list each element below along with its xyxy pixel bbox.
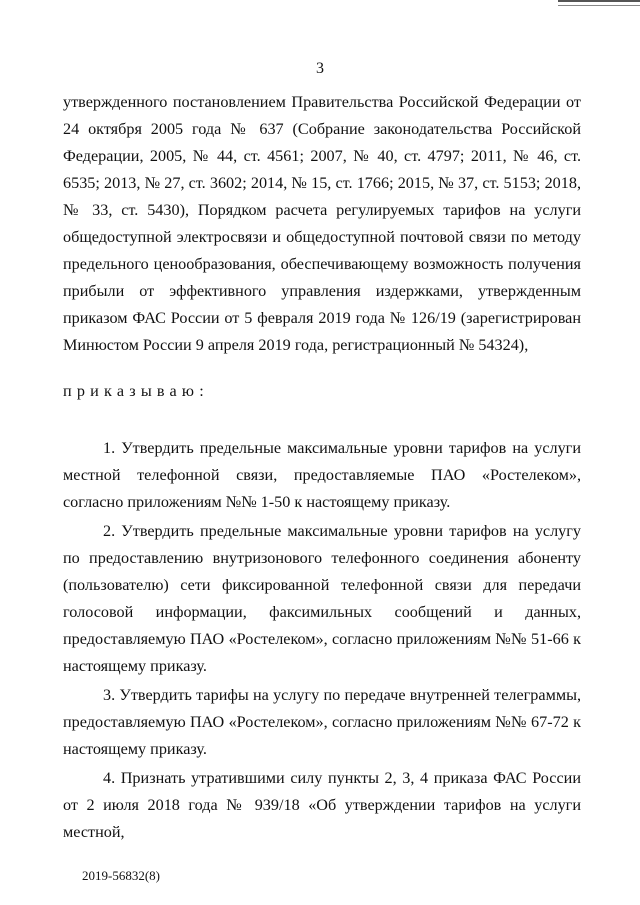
page-number: 3: [316, 60, 324, 77]
order-item-4: 4. Признать утратившими силу пункты 2, 3, 4 приказа ФАС России от 2 июля 2018 года № 939/18 «Об утверждении тарифов на услуги местной,: [63, 769, 581, 841]
order-word: приказываю:: [63, 382, 209, 400]
order-item-2: 2. Утвердить предельные максимальные уровни тарифов на услугу по предоставлению внутризонового телефонного соединения абоненту (пользователю) сети фиксированной телефонной связи для передачи голосовой информации, факсимильных сообщений и данных, предоставляемую ПАО «Ростелеком», согласно приложениям №№ 51-66 к настоящему приказу.: [63, 522, 581, 675]
order-items: [63, 435, 581, 846]
document-code: 2019-56832(8): [82, 868, 160, 883]
order-item-1: 1. Утвердить предельные максимальные уровни тарифов на услуги местной телефонной связи, предоставляемые ПАО «Ростелеком», согласно приложениям №№ 1-50 к настоящему приказу.: [63, 439, 581, 511]
scan-edge-mark: [558, 0, 640, 6]
intro-paragraph: утвержденного постановлением Правительства Российской Федерации от 24 октября 2005 года № 637 (Собрание законодательства Российской Федерации, 2005, № 44, ст. 4561; 2007, № 40, ст. 4797; 2011, № 46, ст. 6535; 2013, № 27, ст. 3602; 2014, № 15, ст. 1766; 2015, № 37, ст. 5153; 2018, № 33, ст. 5430), Порядком расчета регулируемых тарифов на услуги общедоступной электросвязи и общедоступной почтовой связи по методу предельного ценообразования, обеспечивающему возможность получения прибыли от эффективного управления издержками, утвержденным приказом ФАС России от 5 февраля 2019 года № 126/19 (зарегистрирован Минюстом России 9 апреля 2019 года, регистрационный № 54324),: [63, 93, 581, 354]
order-item-3: 3. Утвердить тарифы на услугу по передаче внутренней телеграммы, предоставляемую ПАО «Ростелеком», согласно приложениям №№ 67-72 к настоящему приказу.: [63, 686, 581, 758]
